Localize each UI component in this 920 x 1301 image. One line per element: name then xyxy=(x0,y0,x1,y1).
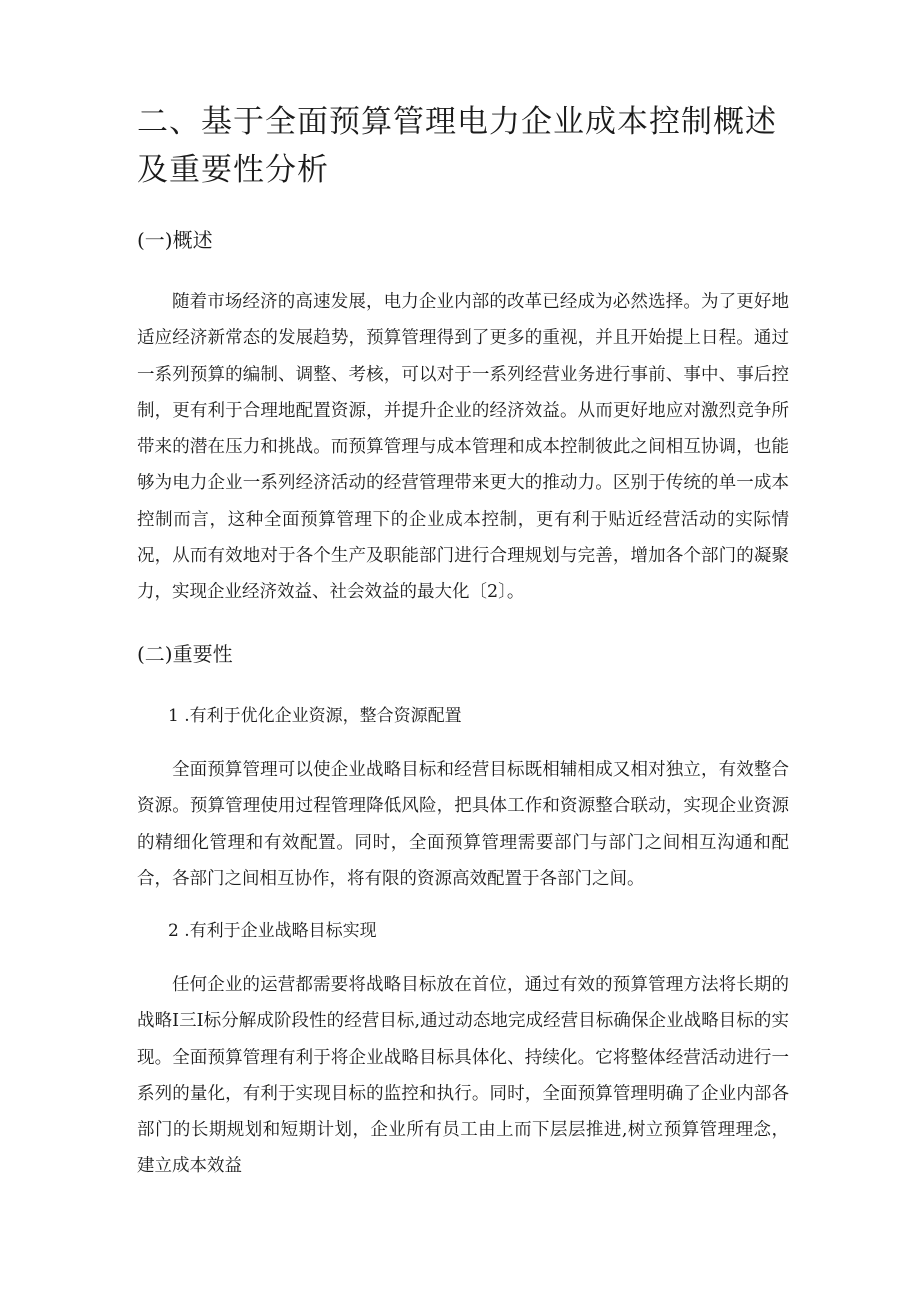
paragraph-overview: 随着市场经济的高速发展，电力企业内部的改革已经成为必然选择。为了更好地适应经济新常态的发展趋势，预算管理得到了更多的重视，并且开始提上日程。通过一系列预算的编制、调整、考核，可以对于一系列经营业务进行事前、事中、事后控制，更有利于合理地配置资源，并提升企业的经济效益。从而更好地应对激烈竞争所带来的潜在压力和挑战。而预算管理与成本管理和成本控制彼此之间相互协调，也能够为电力企业一系列经济活动的经营管理带来更大的推动力。区别于传统的单一成本控制而言，这种全面预算管理下的企业成本控制，更有利于贴近经营活动的实际情况，从而有效地对于各个生产及职能部门进行合理规划与完善，增加各个部门的凝聚力，实现企业经济效益、社会效益的最大化〔2〕。 xyxy=(137,292,789,603)
subheading-strategic-goals: 2 .有利于企业战略目标实现 xyxy=(168,921,377,941)
paragraph-strategic-goals: 任何企业的运营都需要将战略目标放在首位，通过有效的预算管理方法将长期的战略I三I标分解成阶段性的经营目标,通过动态地完成经营目标确保企业战略目标的实现。全面预算管理有利于将企业战略目标具体化、持续化。它将整体经营活动进行一系列的量化，有利于实现目标的监控和执行。同时，全面预算管理明确了企业内部各部门的长期规划和短期计划，企业所有员工由上而下层层推进,树立预算管理理念，建立成本效益 xyxy=(137,975,789,1177)
section-heading-importance: (二)重要性 xyxy=(137,642,233,666)
section-heading-overview: (一)概述 xyxy=(137,228,213,252)
page-title: 二、基于全面预算管理电力企业成本控制概述及重要性分析 xyxy=(137,104,777,188)
paragraph-resource-optimization: 全面预算管理可以使企业战略目标和经营目标既相辅相成又相对独立，有效整合资源。预算管理使用过程管理降低风险，把具体工作和资源整合联动，实现企业资源的精细化管理和有效配置。同时，全面预算管理需要部门与部门之间相互沟通和配合，各部门之间相互协作，将有限的资源高效配置于各部门之间。 xyxy=(137,760,789,889)
subheading-resource-optimization: 1 .有利于优化企业资源，整合资源配置 xyxy=(168,706,462,726)
